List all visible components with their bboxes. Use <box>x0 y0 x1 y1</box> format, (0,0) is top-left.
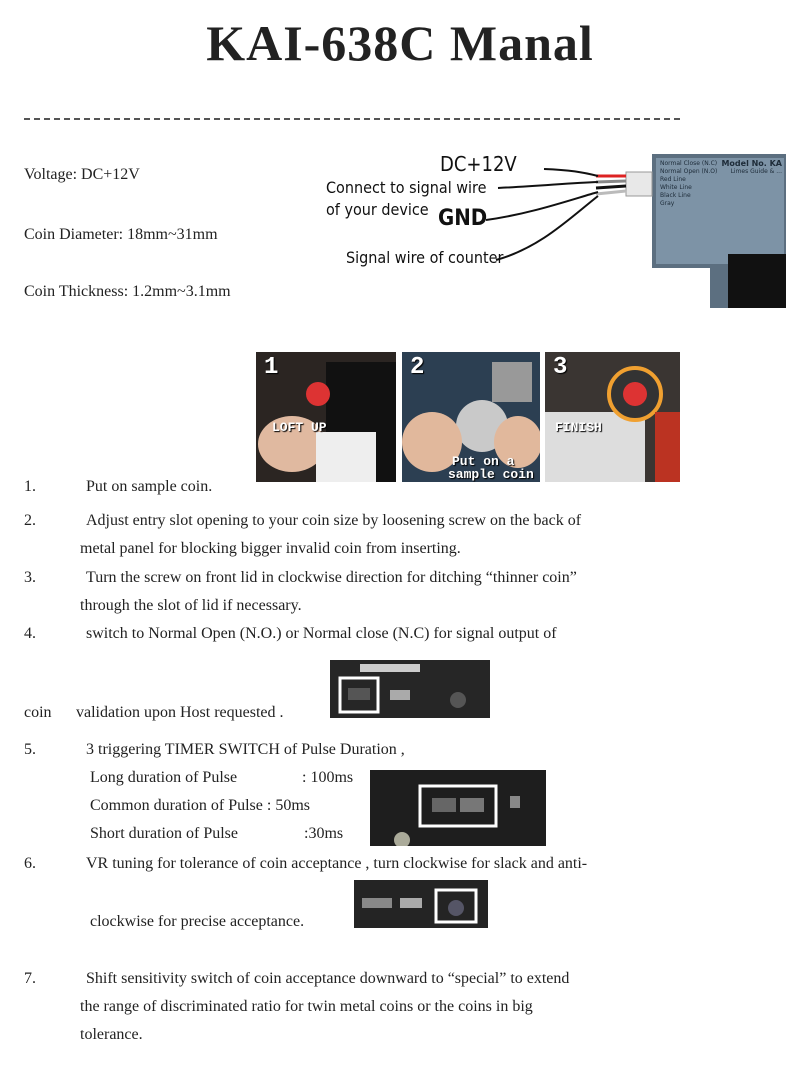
board-housing <box>728 254 786 308</box>
photo-3-number: 3 <box>553 354 568 381</box>
step-4-text-coin: coin <box>24 704 52 721</box>
photo-2-number: 2 <box>410 354 425 381</box>
step-7-text-3: tolerance. <box>80 1026 143 1043</box>
connector-icon <box>626 172 652 196</box>
step-3-text: Turn the screw on front lid in clockwise direction for ditching “thinner coin” <box>86 569 577 586</box>
page-title: KAI-638C Manal <box>206 15 594 71</box>
step-6-text: VR tuning for tolerance of coin acceptance , turn clockwise for slack and anti- <box>86 855 588 872</box>
pulse-short-label: Short duration of Pulse <box>90 825 238 842</box>
step-7-text: Shift sensitivity switch of coin acceptance downward to “special” to extend <box>86 970 570 987</box>
photo-1-number: 1 <box>264 354 279 381</box>
step-3-number: 3. <box>24 569 36 586</box>
photo-step-2 <box>402 352 540 482</box>
step-2-text: Adjust entry slot opening to your coin size by loosening screw on the back of <box>86 512 582 529</box>
highlight-box <box>420 786 496 826</box>
photo-3-label: FINISH <box>555 420 602 435</box>
photo-2-label-1: Put on a <box>452 454 515 469</box>
dashed-divider <box>24 118 680 120</box>
label-of-your-device: of your device <box>326 200 429 219</box>
step-7-number: 7. <box>24 970 36 987</box>
step-4-number: 4. <box>24 625 36 642</box>
photo-step-3 <box>545 352 680 482</box>
photo-2-label-2: sample coin <box>448 467 534 482</box>
step-3-text-2: through the slot of lid if necessary. <box>80 597 302 614</box>
photo-1-label: LOFT UP <box>272 420 327 435</box>
step-5-number: 5. <box>24 741 36 758</box>
board-label-text: Normal Close (N.C) Model No. KA Normal Open (N.O) Limes Guide & ... Red Line White Line Black Line Gray <box>660 159 782 207</box>
wiring-diagram <box>320 148 786 310</box>
spec-coin-thickness: Coin Thickness: 1.2mm~3.1mm <box>24 283 231 300</box>
photo-timer-switch <box>370 770 546 846</box>
step-6-text-2: clockwise for precise acceptance. <box>90 913 305 930</box>
label-connect-signal: Connect to signal wire <box>326 178 487 197</box>
step-4-text: switch to Normal Open (N.O.) or Normal close (N.C) for signal output of <box>86 625 557 642</box>
label-dc12v: DC+12V <box>440 152 517 176</box>
photo-vr-tuning <box>354 880 488 928</box>
step-1-text: Put on sample coin. <box>86 478 213 495</box>
step-6-number: 6. <box>24 855 36 872</box>
step-2-number: 2. <box>24 512 36 529</box>
pulse-long-label: Long duration of Pulse <box>90 769 238 786</box>
photo-no-nc-switch <box>330 660 490 718</box>
label-signal-counter: Signal wire of counter <box>346 248 504 267</box>
pulse-short-value: :30ms <box>304 825 344 842</box>
label-gnd: GND <box>438 206 488 231</box>
spec-coin-diameter: Coin Diameter: 18mm~31mm <box>24 226 218 243</box>
pulse-common-label: Common duration of Pulse : 50ms <box>90 797 310 814</box>
spec-voltage: Voltage: DC+12V <box>24 166 140 183</box>
photo-step-1 <box>256 352 396 482</box>
step-5-text: 3 triggering TIMER SWITCH of Pulse Duration , <box>86 741 405 758</box>
step-2-text-2: metal panel for blocking bigger invalid coin from inserting. <box>80 540 461 557</box>
step-7-text-2: the range of discriminated ratio for twin metal coins or the coins in big <box>80 998 533 1015</box>
step-1-number: 1. <box>24 478 36 495</box>
pulse-long-value: : 100ms <box>302 769 354 786</box>
step-4-text-2: validation upon Host requested . <box>76 704 284 721</box>
